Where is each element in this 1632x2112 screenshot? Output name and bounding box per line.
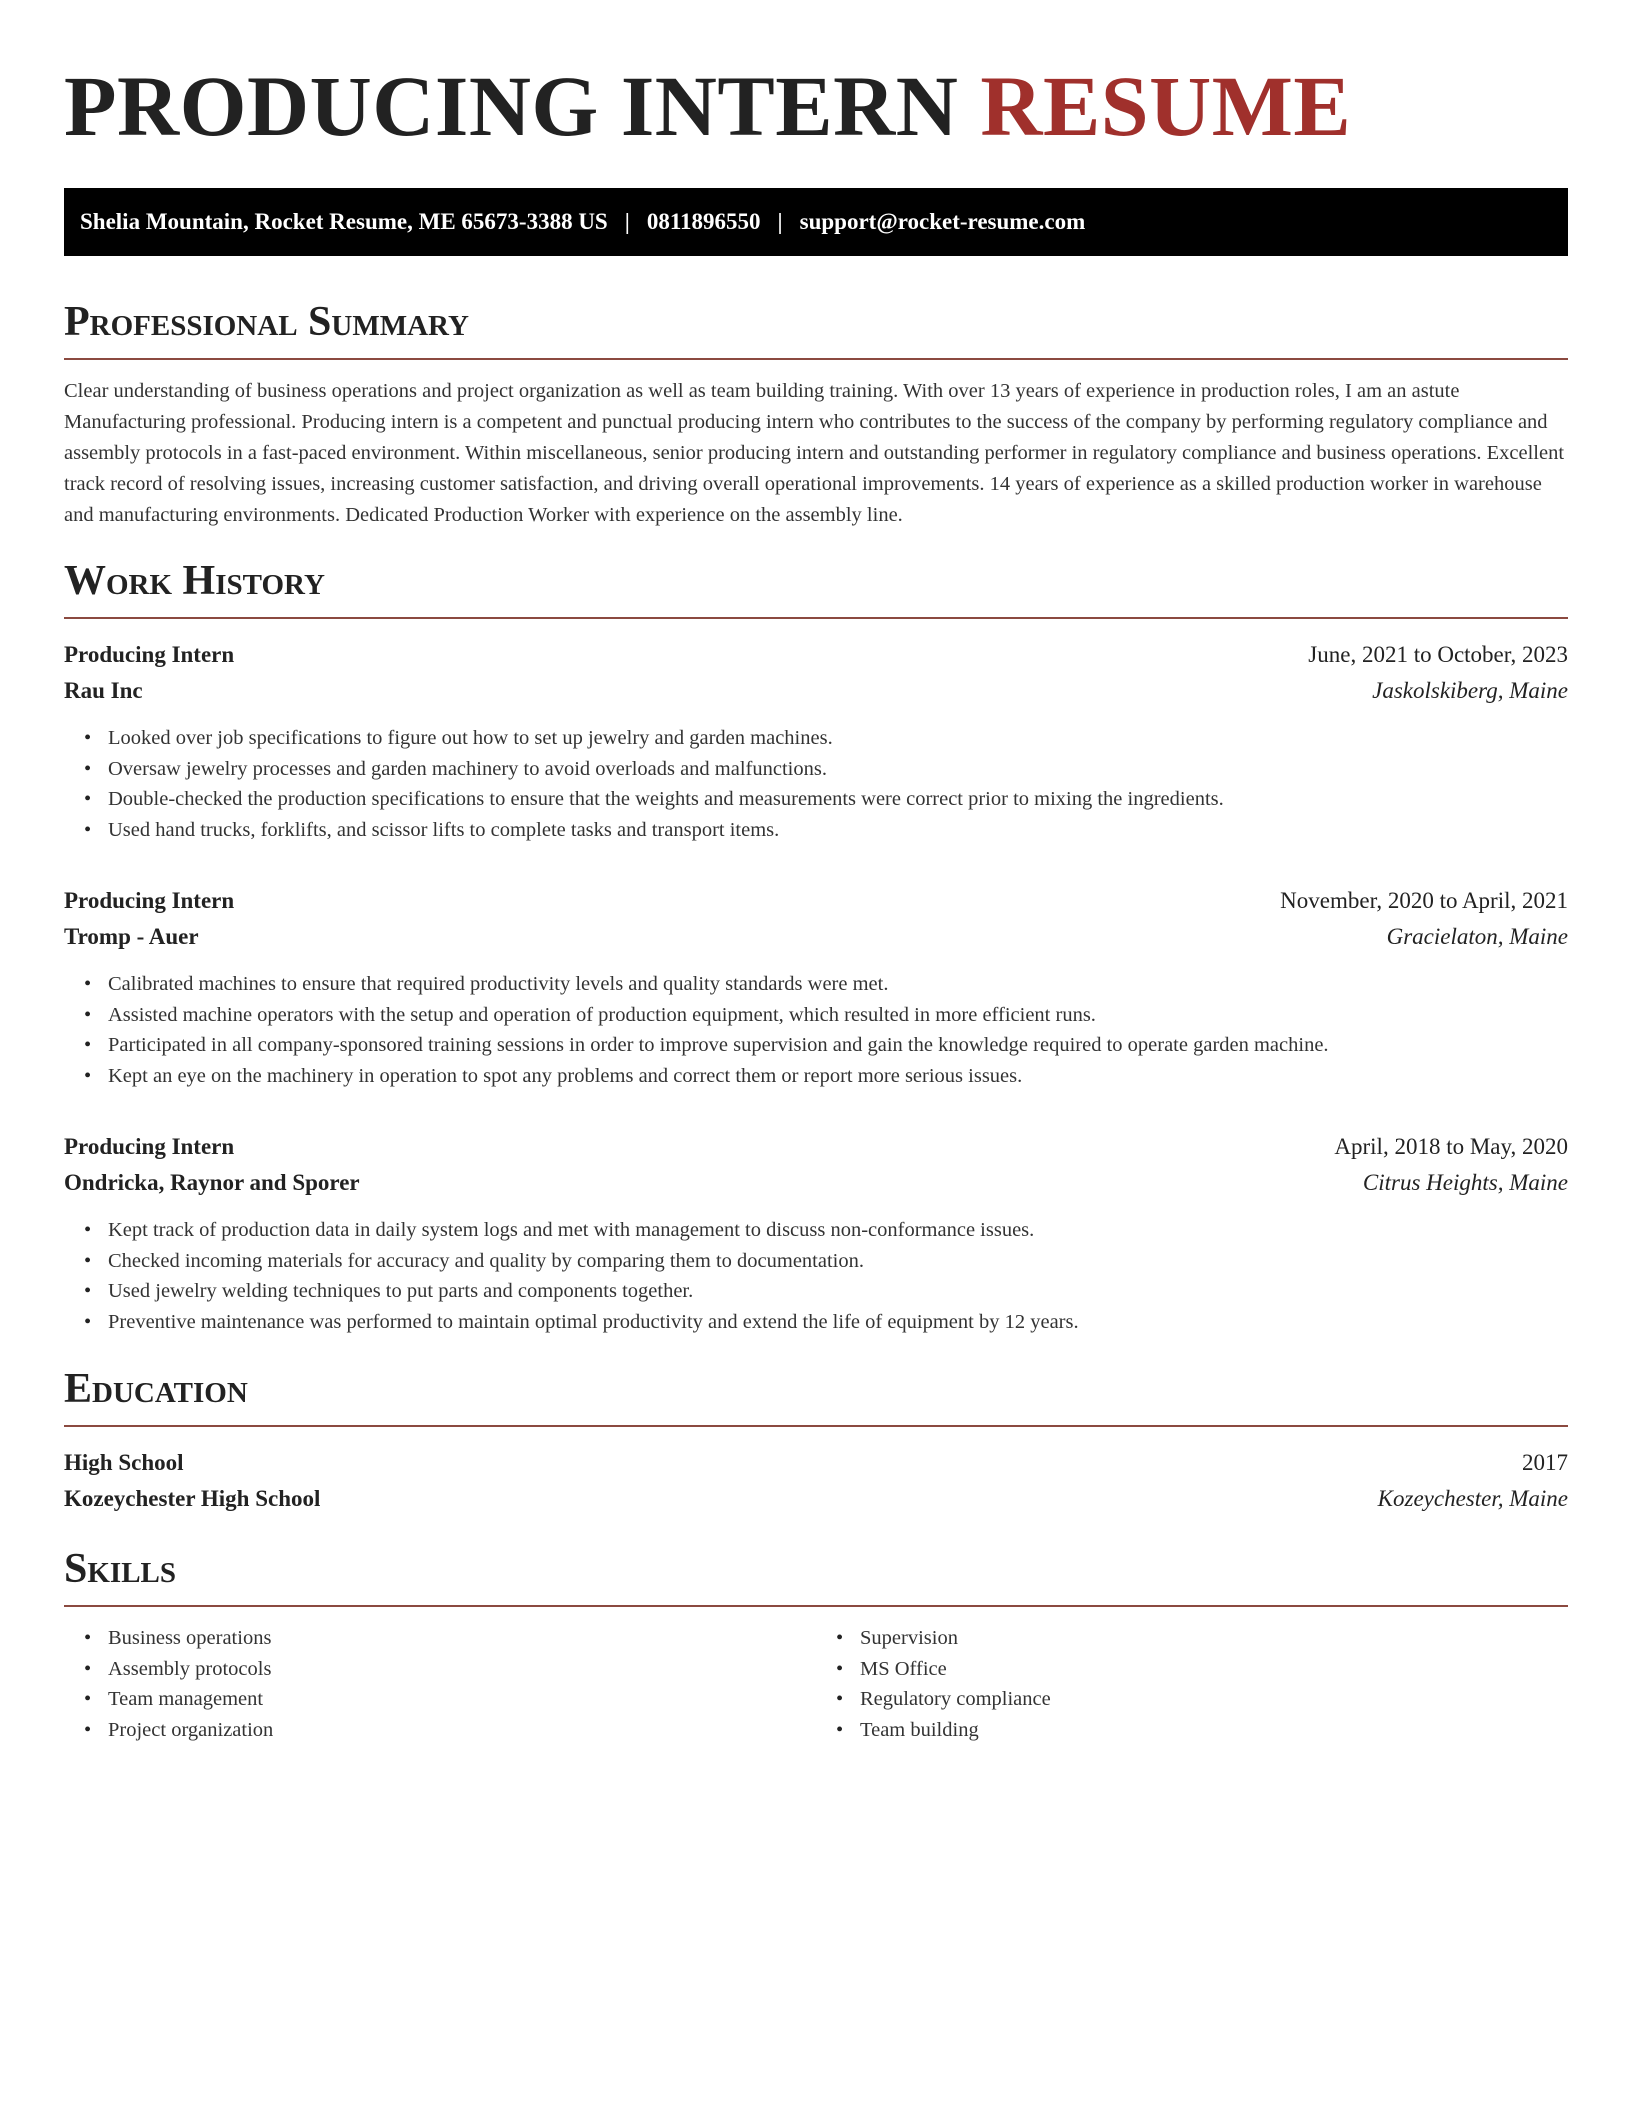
job-entry [64,637,1568,845]
skill-item: • Team building [860,1715,1568,1746]
job-company: Ondricka, Raynor and Sporer [64,1170,360,1195]
job-entry [64,1129,1568,1337]
job-company-row [64,1165,1568,1201]
skills-heading: Skills [64,1547,1568,1607]
job-header-row [64,637,1568,673]
job-company: Tromp - Auer [64,924,199,949]
education-section [64,1367,1568,1517]
job-bullet: • Used hand trucks, forklifts, and scissor lifts to complete tasks and transport items. [108,815,1568,846]
job-entry [64,883,1568,1091]
skill-item: • Supervision [860,1623,1568,1654]
job-bullets [64,969,1568,1091]
contact-separator: | [624,209,630,234]
job-header-row [64,883,1568,919]
job-company-row [64,673,1568,709]
skills-section [64,1547,1568,1745]
job-bullet: • Looked over job specifications to figure out how to set up jewelry and garden machines. [108,723,1568,754]
job-bullet: • Assisted machine operators with the setup and operation of production equipment, which resulted in more efficient runs. [108,1000,1568,1031]
work-history-heading: Work History [64,559,1568,619]
job-company-row [64,919,1568,955]
education-school: Kozeychester High School [64,1486,321,1511]
skill-item: • MS Office [860,1654,1568,1685]
job-bullet: • Kept an eye on the machinery in operation to spot any problems and correct them or report more serious issues. [108,1061,1568,1092]
summary-text: Clear understanding of business operations and project organization as well as team building training. With over 13 years of experience in production roles, I am an astute Manufacturing professional. Producing intern is a competent and punctual producing intern who contributes to the success of the company by performing regulatory compliance and assembly protocols in a fast-paced environment. Within miscellaneous, senior producing intern and outstanding performer in regulatory compliance and business operations. Excellent track record of resolving issues, increasing customer satisfaction, and driving overall operational improvements. 14 years of experience as a skilled production worker in warehouse and manufacturing environments. Dedicated Production Worker with experience on the assembly line. [64,380,1565,526]
job-bullets [64,1215,1568,1337]
education-year: 2017 [1522,1450,1568,1475]
contact-email: support@rocket-resume.com [799,209,1086,234]
job-bullets [64,723,1568,845]
contact-address: Shelia Mountain, Rocket Resume, ME 65673-3388 US [80,209,608,234]
skills-column-left [64,1623,816,1745]
job-location: Jaskolskiberg, Maine [1372,678,1568,703]
job-title: Producing Intern [64,1134,235,1159]
education-school-row [64,1481,1568,1517]
job-company: Rau Inc [64,678,143,703]
skill-item: • Regulatory compliance [860,1684,1568,1715]
job-bullet: • Used jewelry welding techniques to put parts and components together. [108,1276,1568,1307]
education-heading: Education [64,1367,1568,1427]
job-bullet: • Oversaw jewelry processes and garden machinery to avoid overloads and malfunctions. [108,754,1568,785]
job-bullet: • Participated in all company-sponsored training sessions in order to improve supervision and gain the knowledge required to operate garden machine. [108,1030,1568,1061]
job-location: Citrus Heights, Maine [1362,1170,1568,1195]
skills-column-right [816,1623,1568,1745]
summary-section [64,300,1568,531]
title-accent: RESUME [980,58,1352,154]
job-dates: November, 2020 to April, 2021 [1280,888,1568,913]
job-title: Producing Intern [64,642,235,667]
contact-bar [64,188,1568,256]
job-bullet: • Calibrated machines to ensure that required productivity levels and quality standards were met. [108,969,1568,1000]
education-degree: High School [64,1450,184,1475]
job-bullet: • Double-checked the production specifications to ensure that the weights and measurements were correct prior to mixing the ingredients. [108,784,1568,815]
contact-phone: 0811896550 [646,209,761,234]
title-main: PRODUCING INTERN [64,58,959,154]
job-bullet: • Kept track of production data in daily system logs and met with management to discuss non-conformance issues. [108,1215,1568,1246]
job-header-row [64,1129,1568,1165]
skill-item: • Assembly protocols [108,1654,816,1685]
resume-title [64,56,1568,156]
skill-item: • Team management [108,1684,816,1715]
job-location: Gracielaton, Maine [1386,924,1568,949]
job-dates: June, 2021 to October, 2023 [1308,642,1568,667]
contact-separator: | [777,209,783,234]
summary-heading: Professional Summary [64,300,1568,360]
job-title: Producing Intern [64,888,235,913]
education-location: Kozeychester, Maine [1377,1486,1568,1511]
skill-item: • Project organization [108,1715,816,1746]
job-bullet: • Checked incoming materials for accuracy and quality by comparing them to documentation. [108,1246,1568,1277]
skill-item: • Business operations [108,1623,816,1654]
job-bullet: • Preventive maintenance was performed to maintain optimal productivity and extend the life of equipment by 12 years. [108,1307,1568,1338]
education-degree-row [64,1445,1568,1481]
skills-grid [64,1623,1568,1745]
job-dates: April, 2018 to May, 2020 [1334,1134,1568,1159]
education-entry [64,1445,1568,1517]
work-history-section [64,559,1568,1337]
